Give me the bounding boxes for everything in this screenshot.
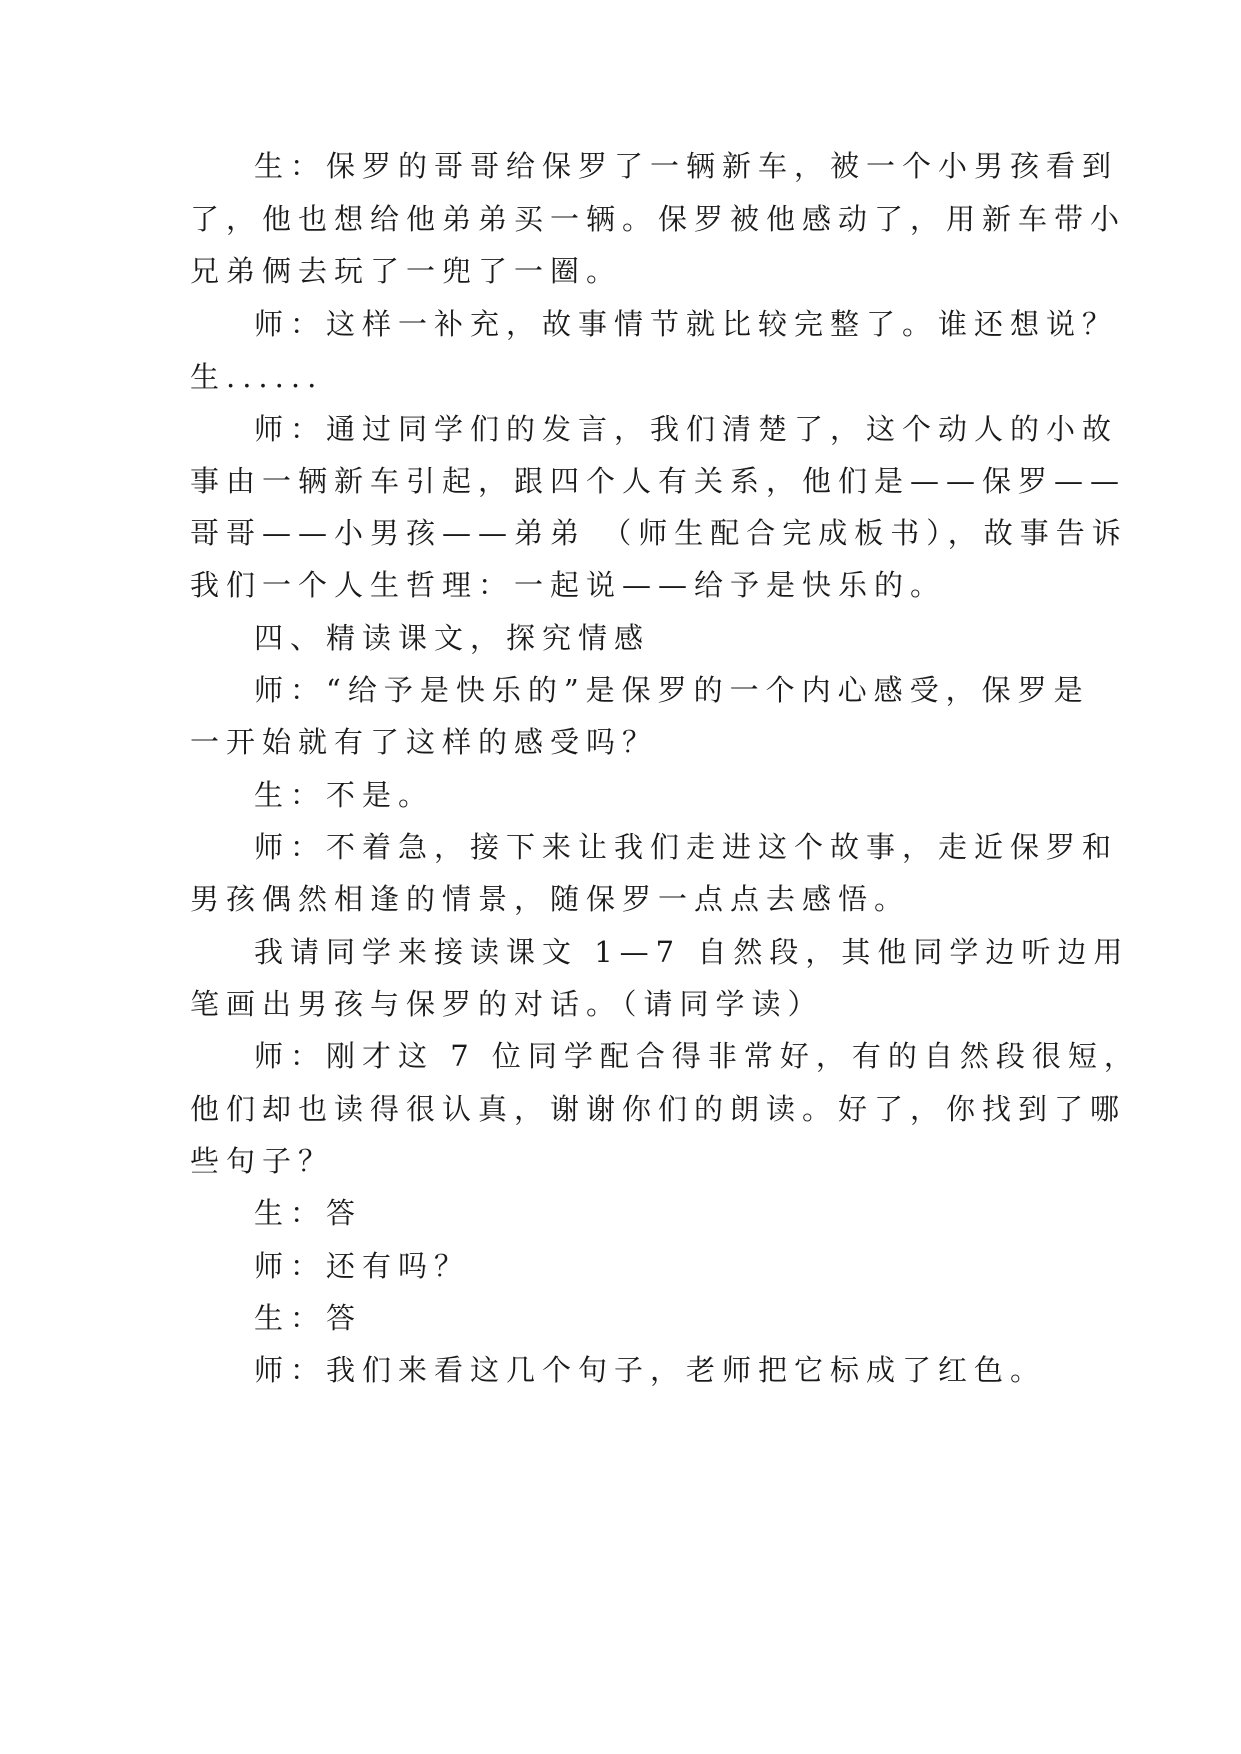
text-line: 兄弟俩去玩了一兜了一圈。 <box>190 254 623 288</box>
section-heading: 四、精读课文，探究情感 <box>254 621 651 655</box>
text-line: 了，他也想给他弟弟买一辆。保罗被他感动了，用新车带小 <box>190 202 1127 236</box>
text-line: 师：不着急，接下来让我们走进这个故事，走近保罗和 <box>254 830 1119 864</box>
text-line: 他们却也读得很认真，谢谢你们的朗读。好了，你找到了哪 <box>190 1092 1127 1126</box>
text-line: 师：这样一补充，故事情节就比较完整了。谁还想说？ <box>254 307 1119 341</box>
text-line: 师：我们来看这几个句子，老师把它标成了红色。 <box>254 1353 1047 1387</box>
text-line: 生...... <box>190 360 324 394</box>
text-line: 笔画出男孩与保罗的对话。（请同学读） <box>190 987 824 1021</box>
text-line: 哥哥——小男孩——弟弟 （师生配合完成板书），故事告诉 <box>190 516 1128 550</box>
text-line: 事由一辆新车引起，跟四个人有关系，他们是——保罗—— <box>190 464 1127 498</box>
text-line: 师：刚才这 7 位同学配合得非常好，有的自然段很短， <box>254 1039 1140 1073</box>
text-line: 些句子？ <box>190 1144 335 1178</box>
text-line: 一开始就有了这样的感受吗？ <box>190 725 659 759</box>
text-line: 生：保罗的哥哥给保罗了一辆新车，被一个小男孩看到 <box>254 149 1119 183</box>
text-line: 男孩偶然相逢的情景，随保罗一点点去感悟。 <box>190 882 911 916</box>
text-line: 师：通过同学们的发言，我们清楚了，这个动人的小故 <box>254 412 1119 446</box>
text-line: 师：还有吗？ <box>254 1249 471 1283</box>
text-line: 我们一个人生哲理：一起说——给予是快乐的。 <box>190 568 947 602</box>
text-line: 我请同学来接读课文 1—7 自然段，其他同学边听边用 <box>254 935 1130 969</box>
text-line: 生：答 <box>254 1196 363 1230</box>
text-line: 生：答 <box>254 1301 363 1335</box>
text-line: 生：不是。 <box>254 778 435 812</box>
text-line: 师：“给予是快乐的”是保罗的一个内心感受，保罗是 <box>254 673 1090 707</box>
